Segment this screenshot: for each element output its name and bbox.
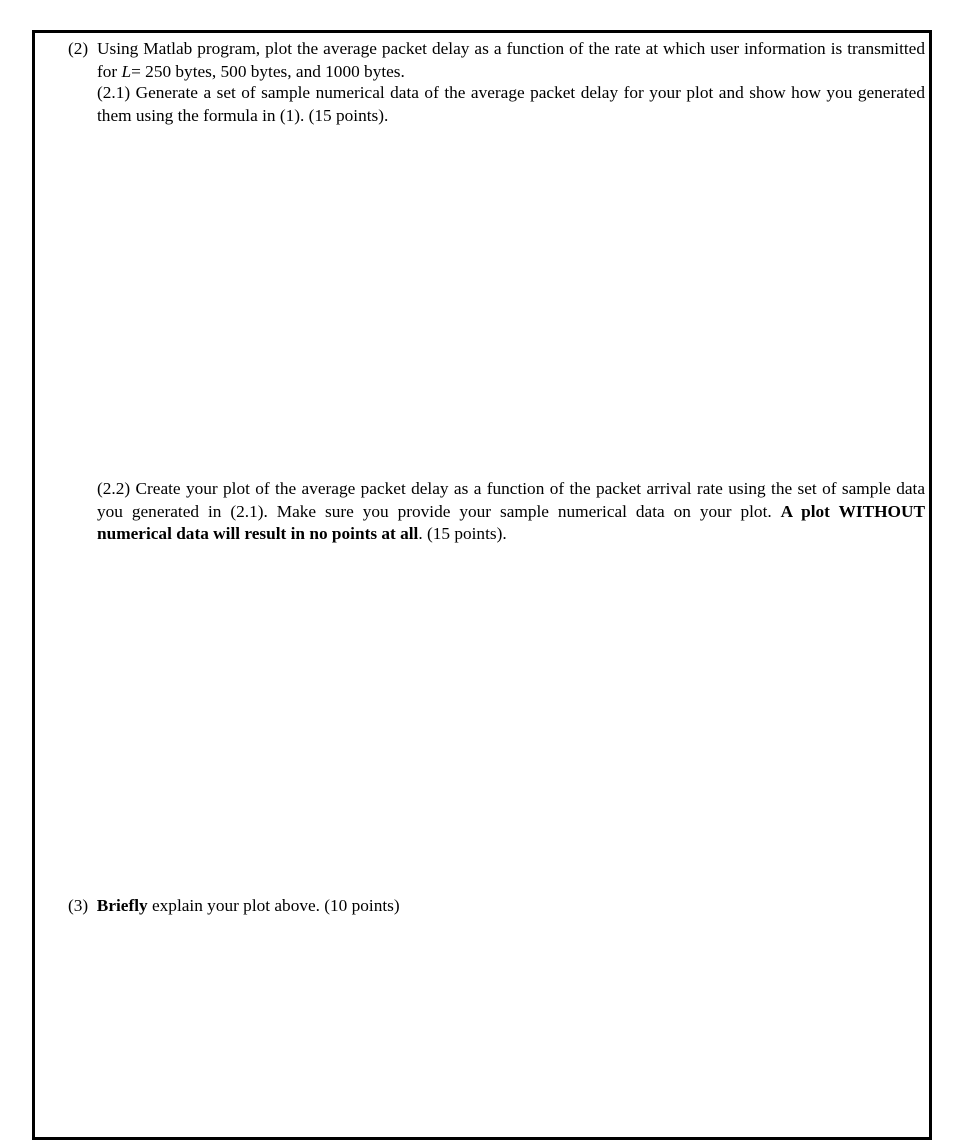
question-2-text-part2: = 250 bytes, 500 bytes, and 1000 bytes. — [131, 61, 405, 81]
question-2-2 — [97, 478, 925, 546]
question-2-number: (2) — [68, 39, 89, 58]
question-2-1-text: (2.1) Generate a set of sample numerical data of the average packet delay for your plot and show how you generated them using the formula in (1). (15 points). — [97, 83, 925, 125]
question-2-1 — [97, 82, 925, 127]
question-2-2-bold-warning: A plot WITHOUT numerical data will result in no points at all — [97, 501, 925, 543]
question-2-2-text-part2: . (15 points). — [418, 524, 507, 543]
question-3-number: (3) — [68, 896, 89, 915]
question-3 — [68, 895, 668, 918]
question-3-text: explain your plot above. (10 points) — [152, 896, 400, 915]
question-2 — [68, 38, 925, 83]
question-2-text-part1: Using Matlab program, plot the average packet delay as a function of the rate at which user information is transmitted for — [97, 39, 925, 81]
question-3-bold-word: Briefly — [96, 896, 148, 915]
question-2-variable: L — [121, 61, 132, 81]
answer-box-border — [32, 30, 932, 1140]
question-2-2-text-part1: (2.2) Create your plot of the average packet delay as a function of the packet arrival rate using the set of sample data you generated in (2.1). Make sure you provide your sample numerical data on your plot. — [97, 479, 925, 521]
